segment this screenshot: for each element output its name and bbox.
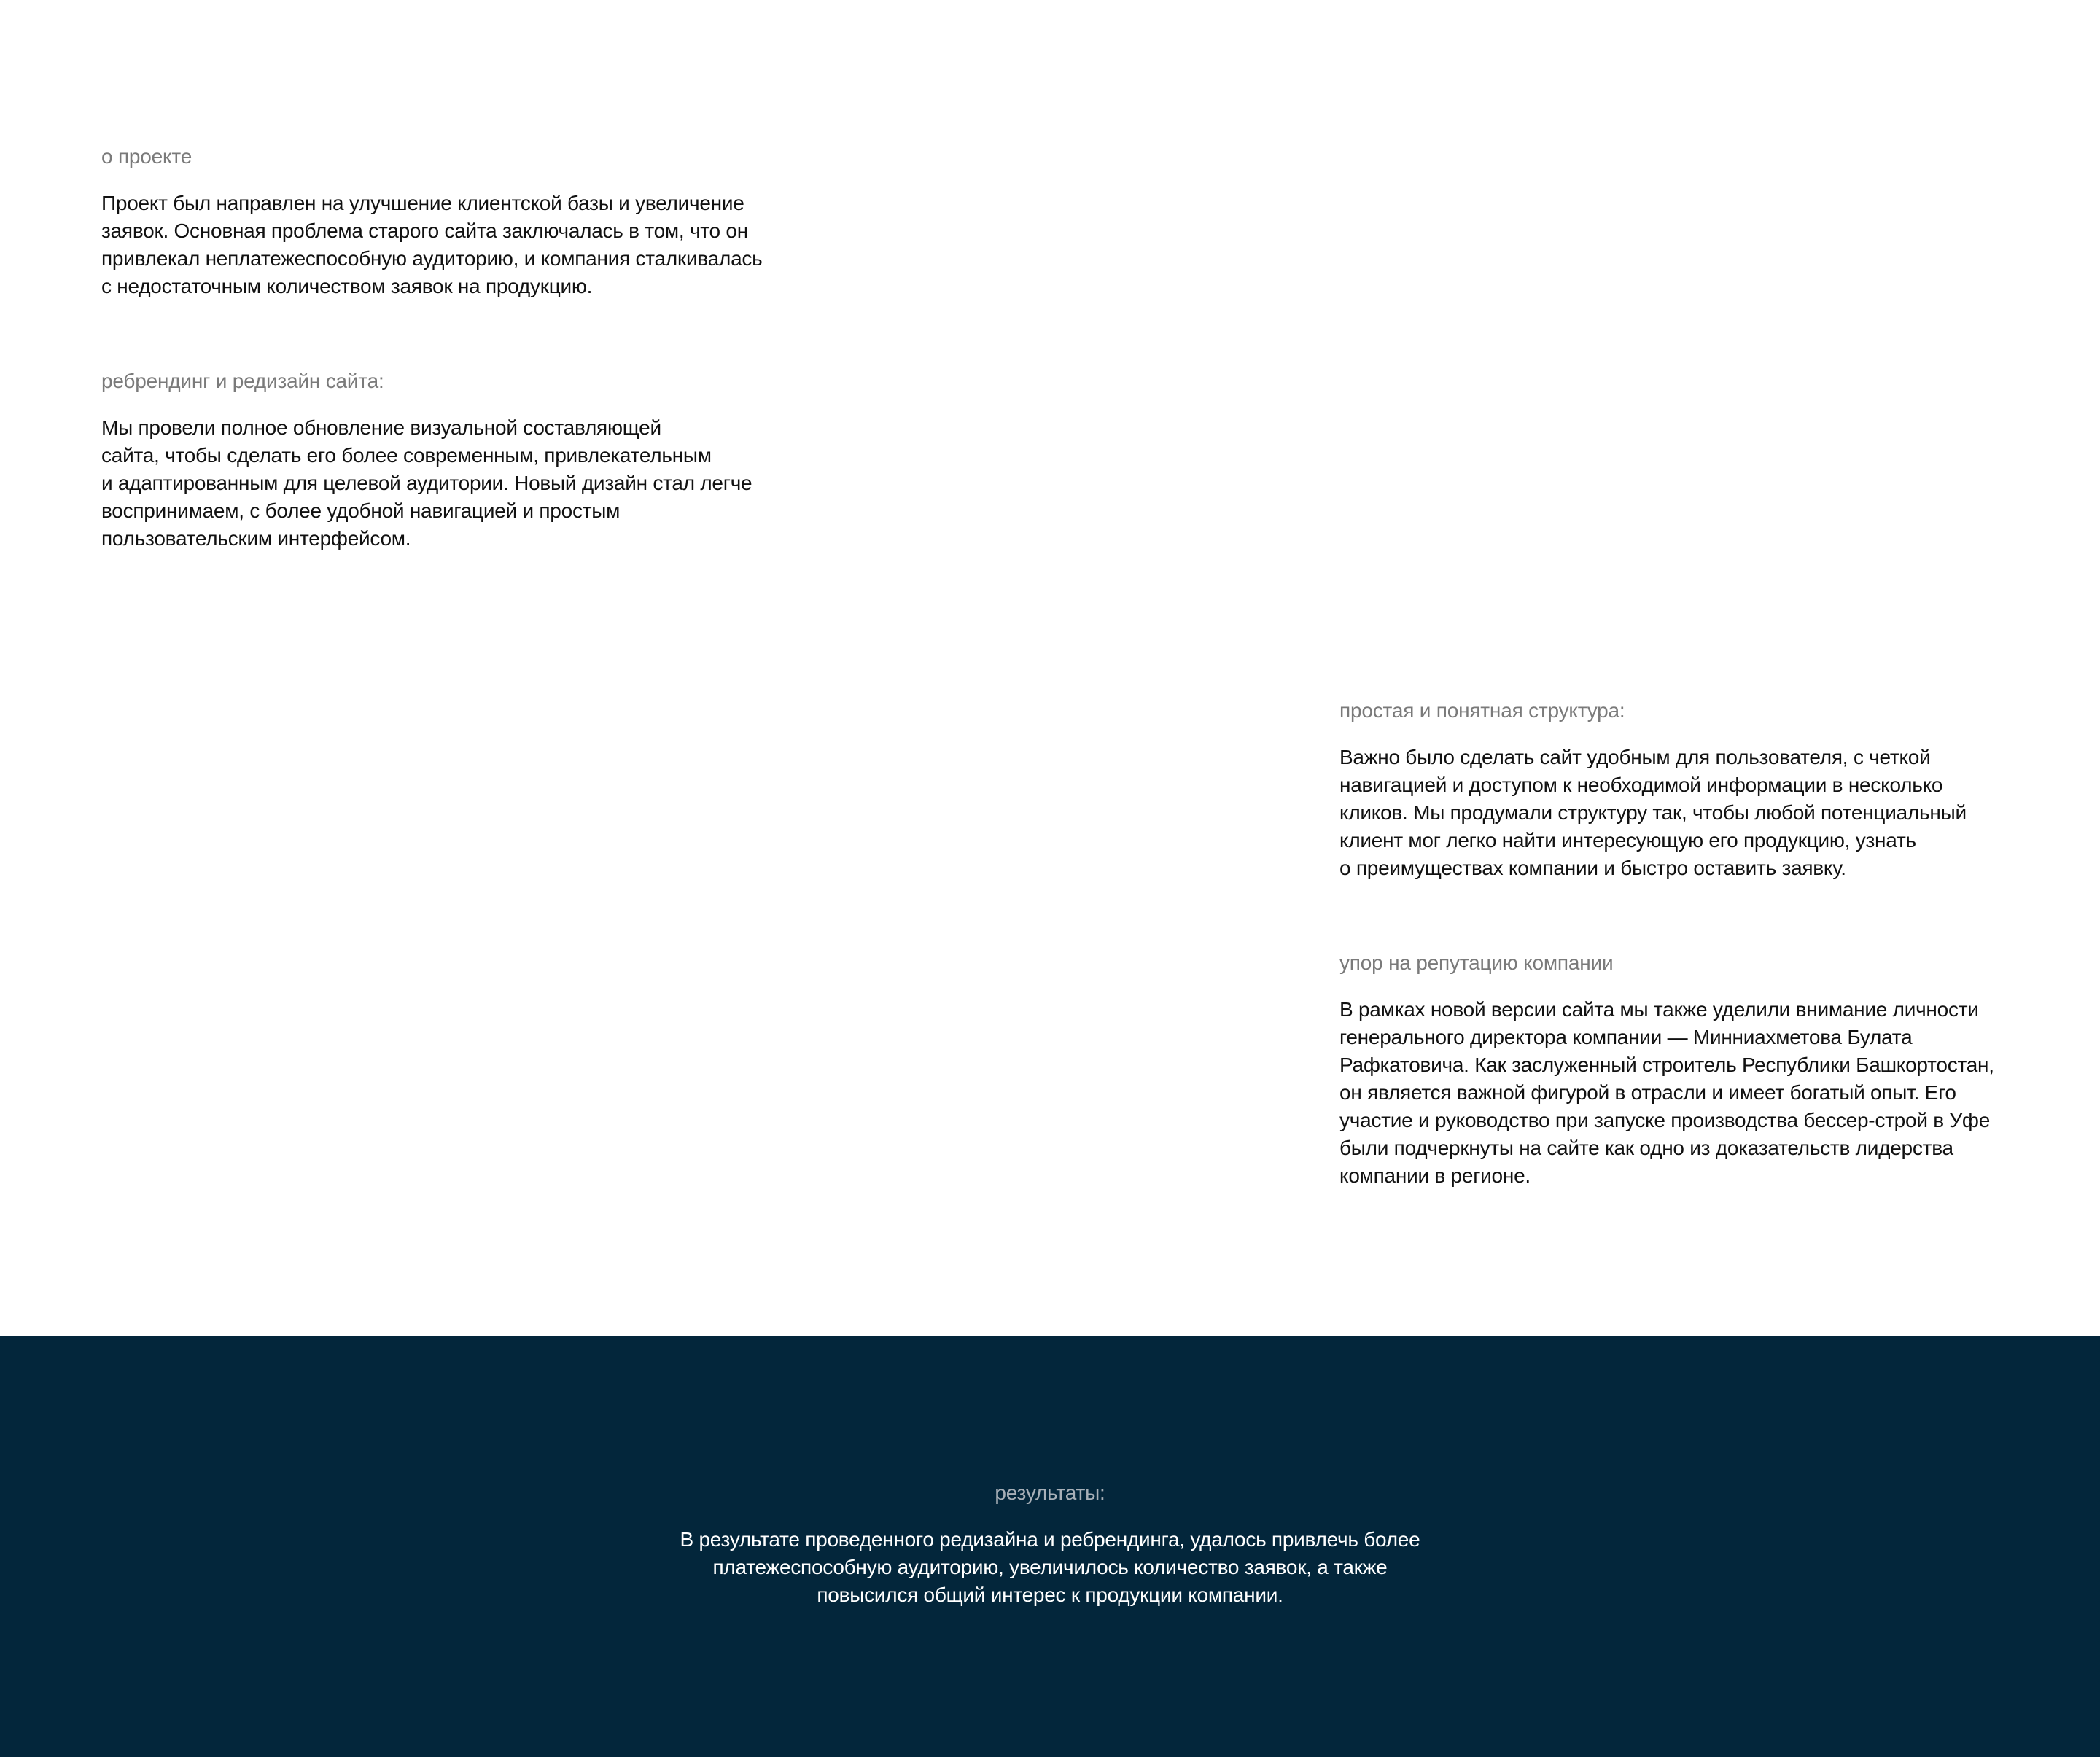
structure-label: простая и понятная структура:: [1339, 699, 1625, 722]
structure-text: [1339, 744, 2039, 882]
rebrand-line: и адаптированным для целевой аудитории. Новый дизайн стал легче: [101, 472, 752, 494]
structure-line: кликов. Мы продумали структуру так, чтобы любой потенциальный: [1339, 801, 1967, 824]
rebrand-line: пользовательским интерфейсом.: [101, 527, 411, 550]
rebrand-line: Мы провели полное обновление визуальной составляющей: [101, 416, 661, 439]
about-project-line: Проект был направлен на улучшение клиентской базы и увеличение: [101, 192, 744, 214]
results-text: [0, 1526, 2100, 1609]
reputation-line: компании в регионе.: [1339, 1164, 1531, 1187]
results-section: [0, 1479, 2100, 1609]
about-project-text: [101, 190, 801, 300]
reputation-line: были подчеркнуты на сайте как одно из доказательств лидерства: [1339, 1137, 1953, 1159]
reputation-line: участие и руководство при запуске производства бессер-строй в Уфе: [1339, 1109, 1991, 1131]
results-line: В результате проведенного редизайна и ребрендинга, удалось привлечь более: [680, 1528, 1420, 1551]
reputation-line: генерального директора компании — Минниахметова Булата: [1339, 1026, 1913, 1048]
reputation-line: Рафкатовича. Как заслуженный строитель Республики Башкортостан,: [1339, 1053, 1994, 1076]
reputation-label: упор на репутацию компании: [1339, 951, 1614, 974]
rebrand-label: ребрендинг и редизайн сайта:: [101, 370, 384, 392]
rebrand-line: сайта, чтобы сделать его более современным, привлекательным: [101, 444, 712, 467]
structure-line: клиент мог легко найти интересующую его продукцию, узнать: [1339, 829, 1916, 852]
about-project-line: с недостаточным количеством заявок на продукцию.: [101, 275, 593, 297]
structure-line: Важно было сделать сайт удобным для пользователя, с четкой: [1339, 746, 1931, 768]
about-project-line: привлекал неплатежеспособную аудиторию, и компания сталкивалась: [101, 247, 763, 270]
rebrand-section: [101, 367, 801, 553]
results-label: результаты:: [995, 1481, 1105, 1504]
about-project-label: о проекте: [101, 145, 192, 168]
rebrand-text: [101, 414, 801, 553]
reputation-section: [1339, 949, 2039, 1190]
reputation-line: он является важной фигурой в отрасли и имеет богатый опыт. Его: [1339, 1081, 1956, 1104]
results-band: [0, 1336, 2100, 1757]
structure-section: [1339, 697, 2039, 882]
reputation-text: [1339, 996, 2039, 1190]
structure-line: навигацией и доступом к необходимой информации в несколько: [1339, 774, 1943, 796]
about-project-section: [101, 143, 801, 300]
rebrand-line: воспринимаем, с более удобной навигацией и простым: [101, 499, 621, 522]
results-line: повысился общий интерес к продукции компании.: [817, 1583, 1283, 1606]
structure-line: о преимуществах компании и быстро оставить заявку.: [1339, 857, 1846, 879]
results-line: платежеспособную аудиторию, увеличилось количество заявок, а также: [712, 1556, 1388, 1578]
reputation-line: В рамках новой версии сайта мы также уделили внимание личности: [1339, 998, 1979, 1021]
about-project-line: заявок. Основная проблема старого сайта заключалась в том, что он: [101, 219, 748, 242]
